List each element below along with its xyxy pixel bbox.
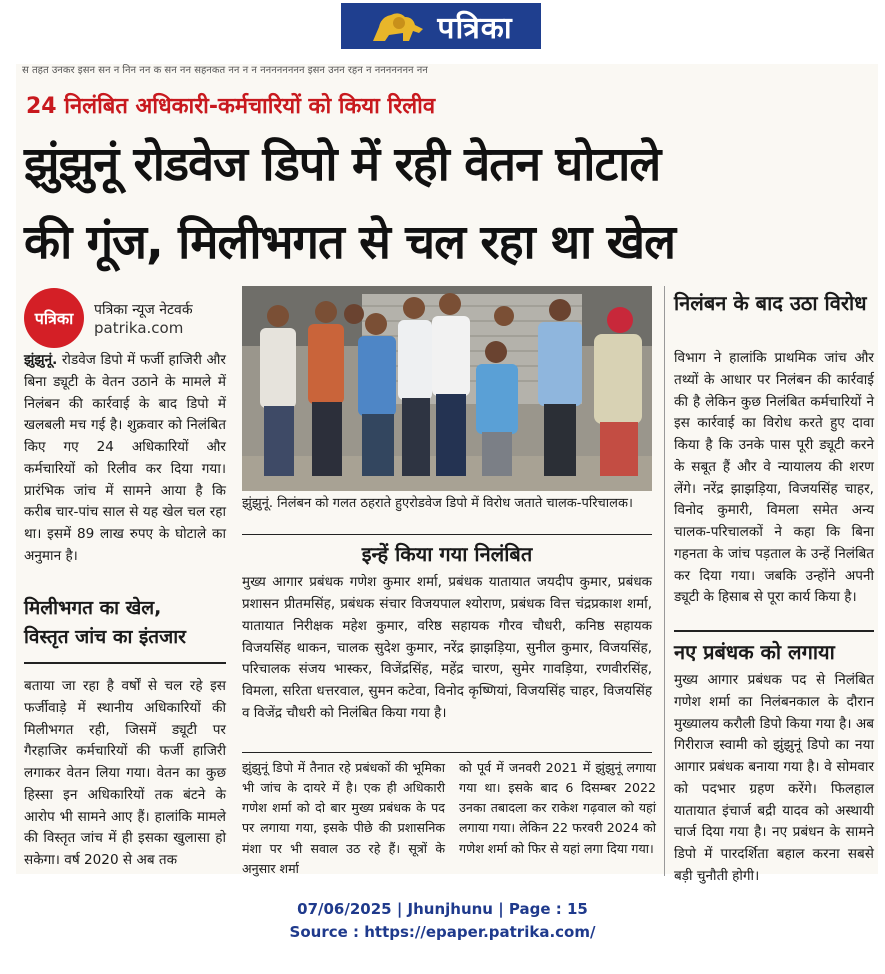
transfer-history-text: को पूर्व में जनवरी 2021 में झुंझुनूं लगाया गया था। इसके बाद 6 दिसम्बर 2022 उनका तबादला कर राकेश गढ़वाल को यहां लगाया गया। लेकिन 22 फरवरी 2024 को गणेश शर्मा को फिर से यहां लगा दिया गया।: [459, 760, 656, 856]
cut-off-text: स तहत उनकर इसन सन न निन नन क सन नन सहनकत नन न न नननननननन इसन उनन रहन न ननननननन नन: [22, 65, 428, 76]
divider: [242, 534, 652, 535]
protest-subhead: निलंबन के बाद उठा विरोध: [674, 291, 867, 315]
suspended-list-text: मुख्य आगार प्रबंधक गणेश कुमार शर्मा, प्रबंधक यातायात जयदीप कुमार, प्रबंधक प्रशासन प्रीतमसिंह, प्रबंधक संचार विजयपाल श्योराण, प्रबंधक वित्त चंद्रप्रकाश शर्मा, यातायात निरीक्षक महेश कुमार, वरिष्ठ सहायक गौरव चौधरी, कनिष्ठ सहायक विजयसिंह थाकन, चालक सुदेश कुमार, नरेंद्र झाझड़िया, सुनील कुमार, विजयसिंह, परिचालक संजय भास्कर, विजेंद्रसिंह, महेंद्र चारण, सुमेर गावड़िया, रणवीरसिंह, विमला, सरिता धत्तरवाल, सुमन कटेवा, विनोद कृष्णियां, विजयसिंह चाहर, विजयसिंह व विजेंद्र चौधरी को निलंबित किया गया है।: [242, 574, 652, 722]
new-manager-text: मुख्य आगार प्रबंधक पद से निलंबित गणेश शर्मा का निलंबनकाल के दौरान मुख्यालय करौली डिपो किया गया है। अब गिरीराज स्वामी को झुंझुनूं डिपो का नया आगार प्रबंधक बनाया गया है। वे सोमवार को पदभार ग्रहण करेंगे। फिलहाल यातायात इंचार्ज बद्री यादव को अस्थायी चार्ज दिया गया है। नए प्रबंधन के सामने डिपो में पारदर्शिता बहाल करना सबसे बड़ी चुनौती होगी।: [674, 672, 874, 884]
footer-source-link[interactable]: Source : https://epaper.patrika.com/: [289, 923, 596, 941]
headline: [24, 126, 874, 282]
byline-agency: पत्रिका न्यूज नेटवर्क: [94, 301, 193, 318]
dateline: झुंझुनूं.: [24, 352, 58, 368]
new-manager-subhead: नए प्रबंधक को लगाया: [674, 640, 835, 664]
newspaper-clipping: [16, 64, 878, 884]
managers-role-text: झुंझुनूं डिपो में तैनात रहे प्रबंधकों की भूमिका भी जांच के दायरे में है। एक ही अधिकारी गणेश शर्मा को दो बार मुख्य प्रबंधक के पद पर लगाया गया, इसके पीछे की प्रशासनिक मंशा पर भी सवाल उठ रहे हैं। सूत्रों के अनुसार शर्मा: [242, 760, 445, 876]
group-photo-image: [242, 286, 652, 491]
lion-logo-icon: [369, 7, 427, 45]
column-divider: [664, 286, 665, 876]
footer-date-line: 07/06/2025 | Jhunjhunu | Page : 15: [297, 900, 588, 918]
lead-paragraph: [24, 350, 226, 568]
masthead-brand: पत्रिका: [437, 10, 513, 46]
patrika-masthead: [341, 3, 541, 49]
byline: [24, 288, 193, 348]
divider: [24, 662, 226, 664]
subhead-line: विस्तृत जांच का इंतजार: [24, 626, 186, 649]
photo-caption: झुंझुनूं. निलंबन को गलत ठहराते हुएरोडवेज डिपो में विरोध जताते चालक-परिचालक।: [242, 496, 633, 511]
section-text: बताया जा रहा है वर्षों से चल रहे इस फर्जीवाड़े में स्थानीय अधिकारियों की मिलीभगत रही, जिसमें ड्यूटी पर गैरहाजिर कर्मचारियों की फर्जी हाजिरी लगाकर वेतन लिया गया। वेतन का कुछ हिस्सा इन अधिकारियों तक बंटने के आरोप भी सामने आए हैं। हालांकि मामले की विस्तृत जांच में ही इसका खुलासा हो सकेगा। वर्ष 2020 से अब तक: [24, 678, 226, 868]
protest-text: विभाग ने हालांकि प्राथमिक जांच और तथ्यों के आधार पर निलंबन की कार्रवाई की है लेकिन कुछ निलंबित कर्मचारियों ने इस कार्रवाई का विरोध करते हुए दावा किया है कि उनके पास पूरी ड्यूटी करने के सबूत हैं और वे न्यायालय की शरण लेंगे। नरेंद्र झाझड़िया, विजयसिंह चाहर, विनोद कुमारी, विमला समेत अन्य चालक-परिचालकों ने कहा कि बिना गहनता के जांच पड़ताल के उन्हें निलंबित कर दिया गया। जबकि उन्होंने अपनी ड्यूटी के हिसाब से पूरा कार्य किया है।: [674, 350, 874, 606]
kicker: 24 निलंबित अधिकारी-कर्मचारियों को किया रिलीव: [26, 94, 436, 119]
subhead-line: मिलीभगत का खेल,: [24, 597, 162, 619]
byline-site: patrika.com: [94, 318, 184, 337]
divider: [674, 630, 874, 632]
protest-photo: [242, 286, 652, 491]
headline-line: की गूंज, मिलीभगत से चल रहा था खेल: [24, 215, 675, 271]
divider: [242, 752, 652, 753]
lead-text: रोडवेज डिपो में फर्जी हाजिरी और बिना ड्यूटी के वेतन उठाने के मामले में निलंबन की कार्रवाई के बाद डिपो में खलबली मच गई है। शुक्रवार को निलंबित किए गए 24 अधिकारियों और कर्मचारियों को रिलीव कर दिया गया। प्रारंभिक जांच में सामने आया है कि करीब चार-पांच साल से यह खेल चल रहा था। इसमें 89 लाख रुपए के घोटाले का अनुमान है।: [24, 352, 226, 564]
patrika-logo: पत्रिका: [24, 288, 84, 348]
subhead-collusion: [24, 594, 234, 653]
headline-line: झुंझुनूं रोडवेज डिपो में रही वेतन घोटाले: [24, 137, 661, 192]
suspended-list-heading: इन्हें किया गया निलंबित: [361, 542, 533, 566]
